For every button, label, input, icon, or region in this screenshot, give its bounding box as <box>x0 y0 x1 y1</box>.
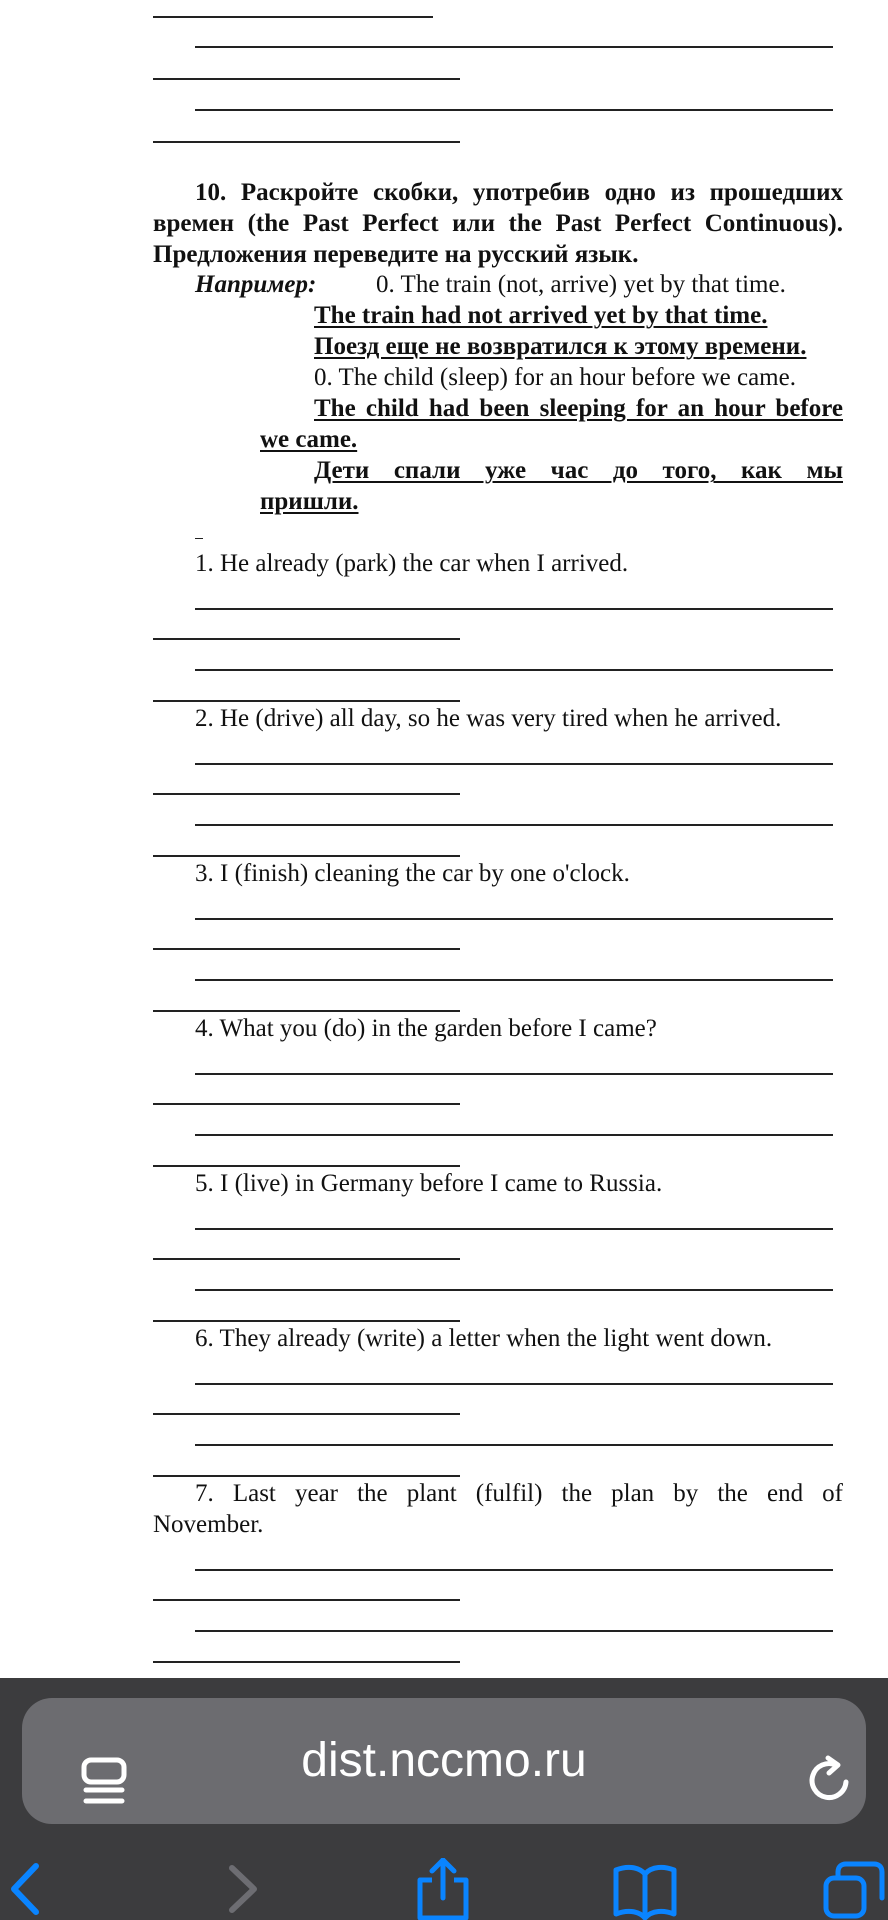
reload-icon[interactable] <box>802 1752 858 1808</box>
answer-line <box>153 1320 460 1322</box>
task-title-line: Предложения переведите на русский язык. <box>153 241 639 268</box>
answer-line <box>153 78 460 80</box>
example-translation: Дети спали уже час до того, как мы <box>314 457 843 484</box>
address-text[interactable]: dist.nccmo.ru <box>301 1734 587 1787</box>
exercise-sentence: 3. I (finish) cleaning the car by one o'clock. <box>195 860 630 887</box>
example-translation: Поезд еще не возвратился к этому времени. <box>314 333 807 360</box>
browser-chrome <box>0 1678 888 1920</box>
answer-line <box>195 1444 833 1446</box>
answer-line <box>195 763 833 765</box>
answer-line <box>195 608 833 610</box>
answer-line <box>153 700 460 702</box>
answer-line <box>195 1134 833 1136</box>
exercise-sentence: 4. What you (do) in the garden before I came? <box>195 1015 657 1042</box>
answer-line <box>195 1383 833 1385</box>
answer-line <box>153 1103 460 1105</box>
answer-line <box>153 16 433 18</box>
bookmarks-icon[interactable] <box>612 1858 678 1920</box>
example-answer: we came. <box>260 426 358 453</box>
example-answer: The child had been sleeping for an hour before <box>314 395 843 422</box>
example-answer: The train had not arrived yet by that time. <box>314 302 768 329</box>
answer-line <box>195 1569 833 1571</box>
share-icon[interactable] <box>410 1858 476 1920</box>
answer-line <box>153 638 460 640</box>
stray-mark <box>195 538 203 539</box>
exercise-sentence: November. <box>153 1511 264 1538</box>
task-title-line: времен (the Past Perfect или the Past Perfect Continuous). <box>153 210 843 237</box>
example-label: Например: <box>195 271 317 298</box>
answer-line <box>195 824 833 826</box>
answer-line <box>153 855 460 857</box>
browser-toolbar <box>0 1838 888 1920</box>
address-bar[interactable] <box>22 1698 866 1824</box>
answer-line <box>153 1258 460 1260</box>
exercise-sentence: 1. He already (park) the car when I arrived. <box>195 550 629 577</box>
task-title <box>153 177 843 270</box>
answer-line <box>153 1413 460 1415</box>
answer-line <box>195 109 833 111</box>
answer-line <box>195 669 833 671</box>
answer-line <box>153 1475 460 1477</box>
answer-line <box>153 1165 460 1167</box>
exercise-sentence: 2. He (drive) all day, so he was very tired when he arrived. <box>195 705 782 732</box>
example-translation: пришли. <box>260 488 359 515</box>
answer-line <box>153 793 460 795</box>
task-title-line: 10. Раскройте скобки, употребив одно из прошедших <box>195 179 843 206</box>
answer-line <box>153 1599 460 1601</box>
exercise-sentence: 5. I (live) in Germany before I came to Russia. <box>195 1170 663 1197</box>
forward-icon[interactable] <box>210 1858 276 1920</box>
tabs-icon[interactable] <box>822 1858 888 1920</box>
exercise-sentence: 6. They already (write) a letter when the light went down. <box>195 1325 773 1352</box>
answer-line <box>153 1010 460 1012</box>
answer-line <box>195 1289 833 1291</box>
example-sentence: 0. The child (sleep) for an hour before we came. <box>314 364 796 391</box>
answer-line <box>195 1073 833 1075</box>
exercise-sentence: 7. Last year the plant (fulfil) the plan by the end of <box>195 1480 843 1507</box>
answer-line <box>153 141 460 143</box>
answer-line <box>153 948 460 950</box>
example-sentence: 0. The train (not, arrive) yet by that time. <box>376 271 786 298</box>
answer-line <box>195 1228 833 1230</box>
reader-mode-icon[interactable] <box>80 1756 132 1808</box>
answer-line <box>195 46 833 48</box>
answer-line <box>153 1661 460 1663</box>
answer-line <box>195 979 833 981</box>
answer-line <box>195 918 833 920</box>
back-icon[interactable] <box>0 1858 66 1920</box>
answer-line <box>195 1630 833 1632</box>
